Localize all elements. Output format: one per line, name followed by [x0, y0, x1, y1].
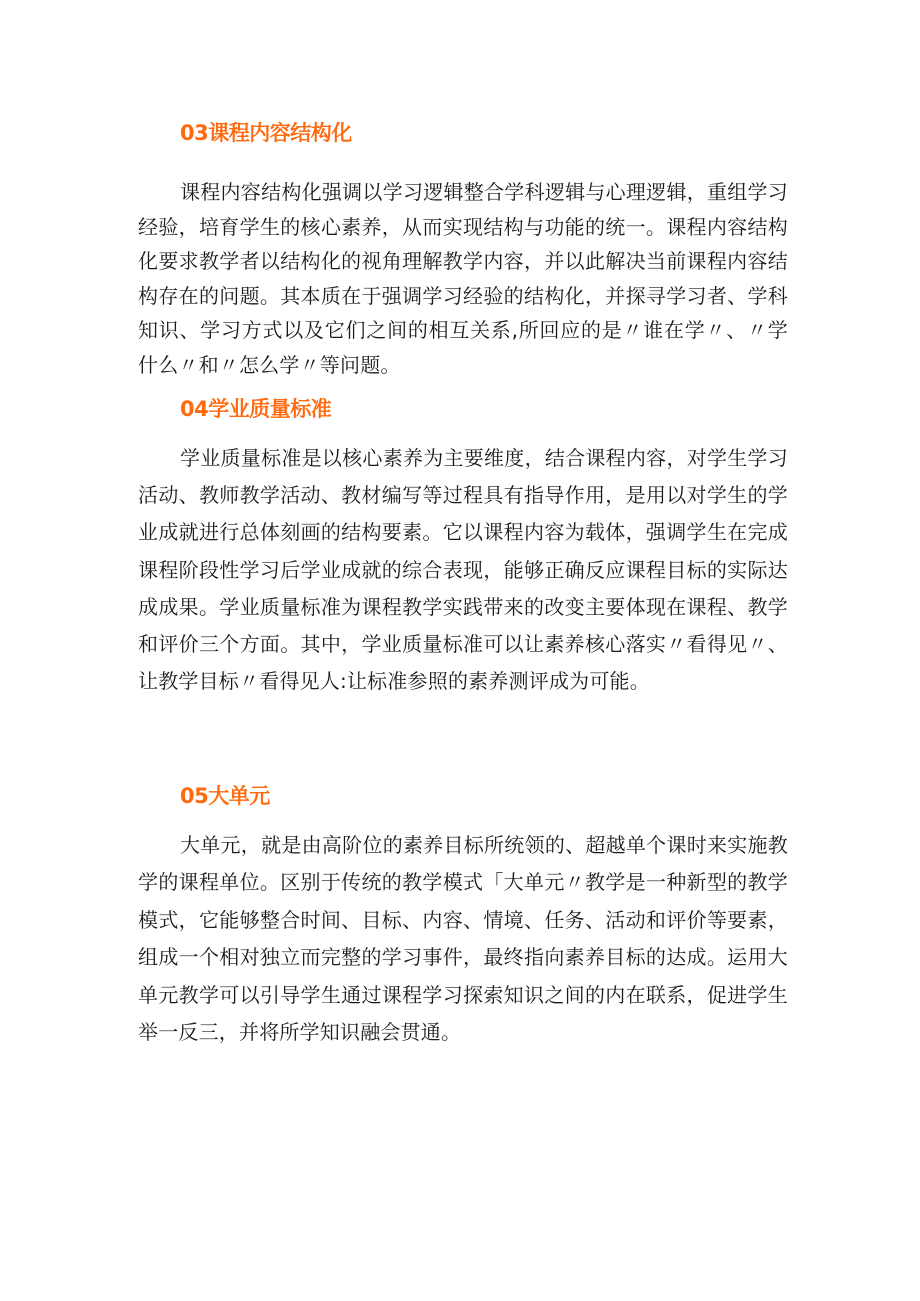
section-heading-04: 04学业质量标准	[180, 397, 332, 421]
section-heading-05: 05大单元	[180, 784, 270, 808]
section-body-03: 课程内容结构化强调以学习逻辑整合学科逻辑与心理逻辑，重组学习经验，培育学生的核心素养，从而实现结构与功能的统一。课程内容结构化要求教学者以结构化的视角理解教学内容，并以此解决当前课程内容结构存在的问题。其本质在于强调学习经验的结构化，并探寻学习者、学科知识、学习方式以及它们之间的相互关系,所回应的是〃谁在学〃、〃学什么〃和〃怎么学〃等问题。	[138, 180, 788, 377]
section-body-05: 大单元，就是由高阶位的素养目标所统领的、超越单个课时来实施教学的课程单位。区别于传统的教学模式「大单元〃教学是一种新型的教学模式，它能够整合时间、目标、内容、情境、任务、活动和评价等要素，组成一个相对独立而完整的学习事件，最终指向素养目标的达成。运用大单元教学可以引导学生通过课程学习探索知识之间的内在联系，促进学生举一反三，并将所学知识融会贯通。	[138, 833, 788, 1045]
section-body-04: 学业质量标准是以核心素养为主要维度，结合课程内容，对学生学习活动、教师教学活动、教材编写等过程具有指导作用，是用以对学生的学业成就进行总体刻画的结构要素。它以课程内容为载体，强调学生在完成课程阶段性学习后学业成就的综合表现，能够正确反应课程目标的实际达成成果。学业质量标准为课程教学实践带来的改变主要体现在课程、教学和评价三个方面。其中，学业质量标准可以让素养核心落实〃看得见〃、让教学目标〃看得见人:让标准参照的素养测评成为可能。	[138, 446, 788, 694]
section-heading-03: 03课程内容结构化	[180, 121, 352, 145]
